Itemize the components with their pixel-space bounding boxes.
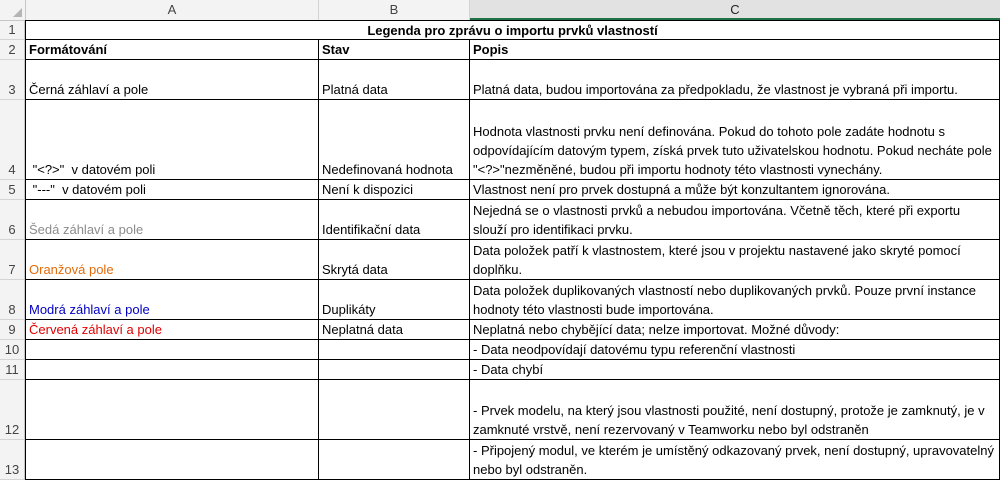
reason-cell-datatype[interactable]: - Data neodpovídají datovému typu referenční vlastnosti: [470, 340, 1000, 360]
legend-title-cell[interactable]: Legenda pro zprávu o importu prvků vlastností: [25, 20, 1000, 40]
format-cell-grey[interactable]: Šedá záhlaví a pole: [25, 200, 319, 240]
header-stav[interactable]: Stav: [319, 40, 470, 60]
select-all-button[interactable]: [0, 0, 26, 20]
reason-cell-missing[interactable]: - Data chybí: [470, 360, 1000, 380]
status-cell-duplicates[interactable]: Duplikáty: [319, 280, 470, 320]
column-header-a[interactable]: A: [26, 0, 319, 20]
row-header-3[interactable]: 3: [0, 60, 25, 100]
reason-cell-locked-element[interactable]: - Prvek modelu, na který jsou vlastnosti použité, není dostupný, protože je zamknutý, je v zamknuté vrstvě, není rezervovaný v Teamworku nebo byl odstraněn: [470, 380, 1000, 440]
status-cell-identification[interactable]: Identifikační data: [319, 200, 470, 240]
status-cell-unavailable[interactable]: Není k dispozici: [319, 180, 470, 200]
status-cell-undefined[interactable]: Nedefinovaná hodnota: [319, 100, 470, 180]
empty-cell-a13[interactable]: [25, 440, 319, 480]
row-header-6[interactable]: 6: [0, 200, 25, 240]
description-cell-unavailable[interactable]: Vlastnost není pro prvek dostupná a může být konzultantem ignorována.: [470, 180, 1000, 200]
row-header-7[interactable]: 7: [0, 240, 25, 280]
empty-cell-b10[interactable]: [319, 340, 470, 360]
description-cell-valid[interactable]: Platná data, budou importována za předpokladu, že vlastnost je vybraná při importu.: [470, 60, 1000, 100]
empty-cell-a12[interactable]: [25, 380, 319, 440]
column-header-c[interactable]: C: [470, 0, 1000, 20]
row-header-9[interactable]: 9: [0, 320, 25, 340]
description-cell-identification[interactable]: Nejedná se o vlastnosti prvků a nebudou importována. Včetně těch, které při exportu slouží pro identifikaci prvku.: [470, 200, 1000, 240]
row-header-11[interactable]: 11: [0, 360, 25, 380]
row-header-2[interactable]: 2: [0, 40, 25, 60]
row-header-4[interactable]: 4: [0, 100, 25, 180]
row-header-5[interactable]: 5: [0, 180, 25, 200]
status-cell-invalid[interactable]: Neplatná data: [319, 320, 470, 340]
format-cell-unavailable[interactable]: "---" v datovém poli: [25, 180, 319, 200]
format-cell-red[interactable]: Červená záhlaví a pole: [25, 320, 319, 340]
select-all-triangle-icon: [13, 8, 22, 17]
header-popis[interactable]: Popis: [470, 40, 1000, 60]
row-header-12[interactable]: 12: [0, 380, 25, 440]
status-cell-hidden[interactable]: Skrytá data: [319, 240, 470, 280]
column-header-b[interactable]: B: [319, 0, 470, 20]
status-cell-valid[interactable]: Platná data: [319, 60, 470, 100]
description-cell-invalid[interactable]: Neplatná nebo chybějící data; nelze importovat. Možné důvody:: [470, 320, 1000, 340]
empty-cell-b12[interactable]: [319, 380, 470, 440]
empty-cell-b13[interactable]: [319, 440, 470, 480]
format-cell-black[interactable]: Černá záhlaví a pole: [25, 60, 319, 100]
format-cell-orange[interactable]: Oranžová pole: [25, 240, 319, 280]
column-header-bar: [0, 0, 1000, 21]
description-cell-hidden[interactable]: Data položek patří k vlastnostem, které jsou v projektu nastavené jako skryté pomocí doplňku.: [470, 240, 1000, 280]
format-cell-blue[interactable]: Modrá záhlaví a pole: [25, 280, 319, 320]
row-header-8[interactable]: 8: [0, 280, 25, 320]
format-cell-undefined[interactable]: "<?>" v datovém poli: [25, 100, 319, 180]
header-formatovani[interactable]: Formátování: [25, 40, 319, 60]
row-header-1[interactable]: 1: [0, 21, 25, 40]
empty-cell-b11[interactable]: [319, 360, 470, 380]
description-cell-duplicates[interactable]: Data položek duplikovaných vlastností nebo duplikovaných prvků. Pouze první instance hodnoty této vlastnosti bude importována.: [470, 280, 1000, 320]
row-header-10[interactable]: 10: [0, 340, 25, 360]
empty-cell-a11[interactable]: [25, 360, 319, 380]
description-cell-undefined[interactable]: Hodnota vlastnosti prvku není definována. Pokud do tohoto pole zadáte hodnotu s odpovídajícím datovým typem, získá prvek tuto uživatelskou hodnotu. Pokud necháte pole "<?>"nezměněné, budou při importu hodnoty této vlastnosti vynechány.: [470, 100, 1000, 180]
empty-cell-a10[interactable]: [25, 340, 319, 360]
row-header-13[interactable]: 13: [0, 440, 25, 480]
reason-cell-module[interactable]: - Připojený modul, ve kterém je umístěný odkazovaný prvek, není dostupný, upravovatelný nebo byl odstraněn.: [470, 440, 1000, 480]
